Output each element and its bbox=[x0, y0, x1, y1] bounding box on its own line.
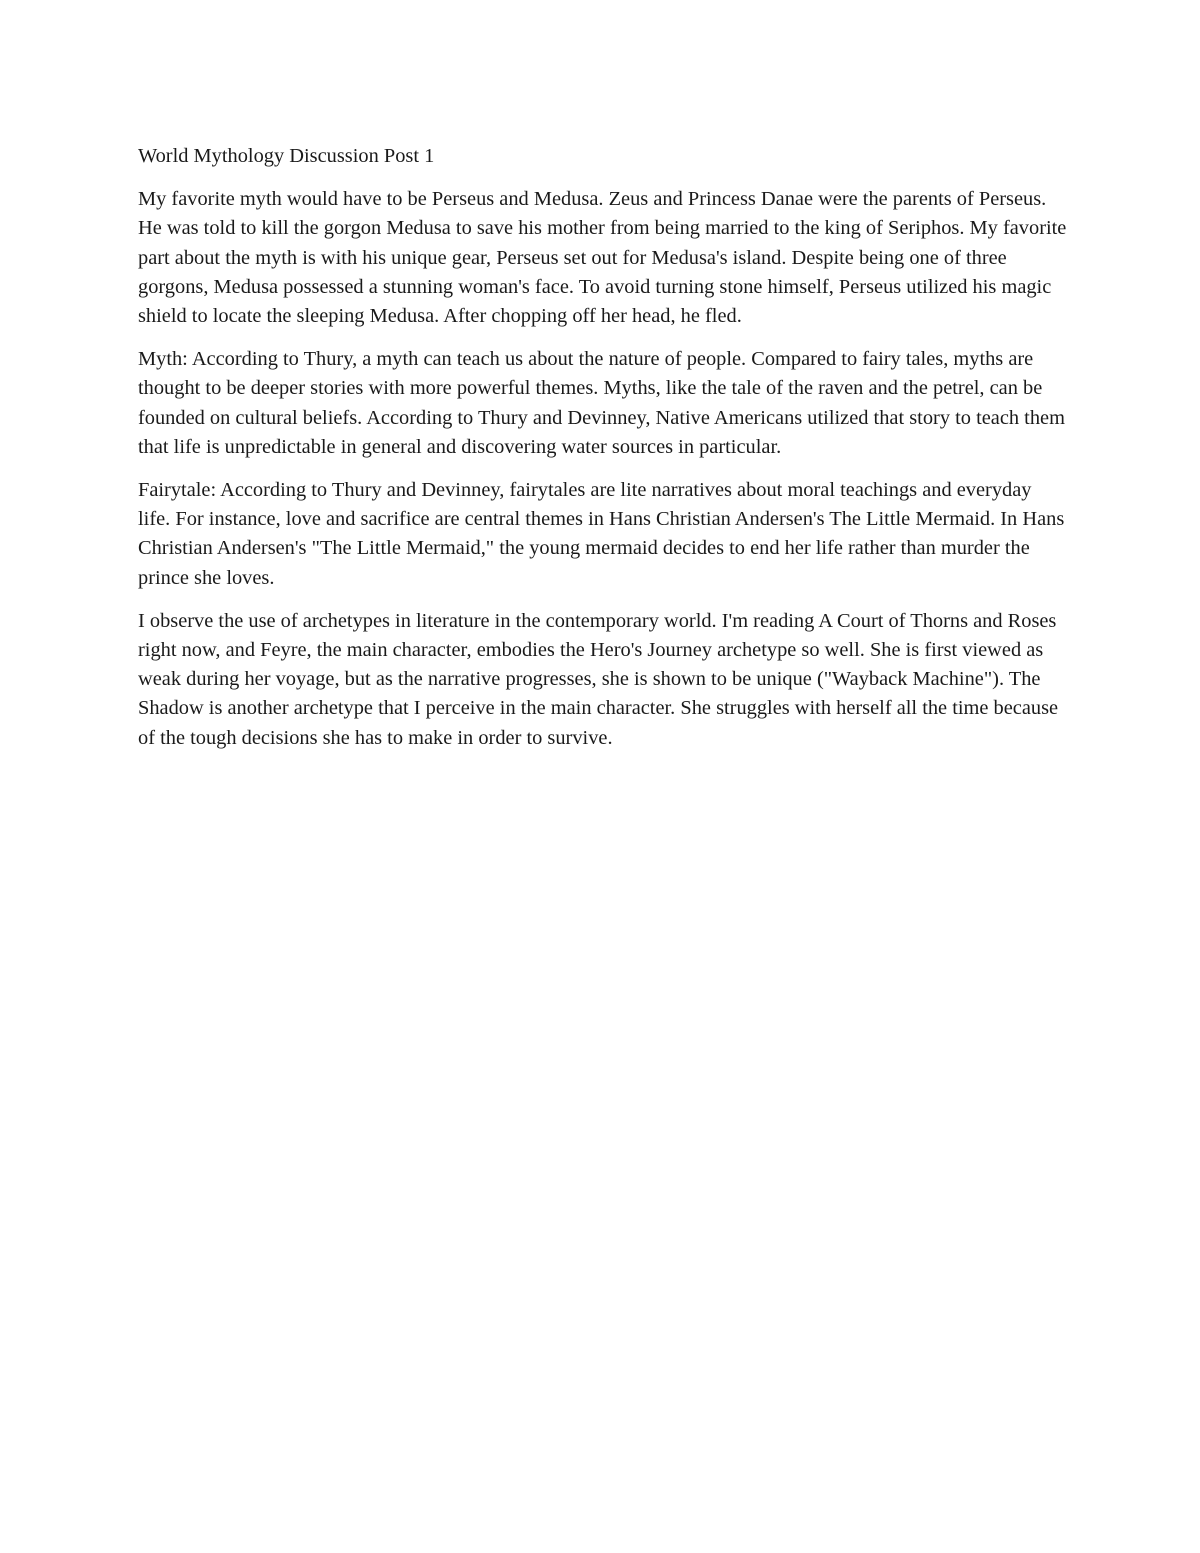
paragraph-perseus-medusa: My favorite myth would have to be Perseus and Medusa. Zeus and Princess Danae were the parents of Perseus. He was told to kill the gorgon Medusa to save his mother from being married to the king of Seriphos. My favorite part about the myth is with his unique gear, Perseus set out for Medusa's island. Despite being one of three gorgons, Medusa possessed a stunning woman's face. To avoid turning stone himself, Perseus utilized his magic shield to locate the sleeping Medusa. After chopping off her head, he fled. bbox=[138, 188, 1067, 328]
paragraph-myth: Myth: According to Thury, a myth can teach us about the nature of people. Compared to fairy tales, myths are thought to be deeper stories with more powerful themes. Myths, like the tale of the raven and the petrel, can be founded on cultural beliefs. According to Thury and Devinney, Native Americans utilized that story to teach them that life is unpredictable in general and discovering water sources in particular. bbox=[138, 348, 1065, 458]
document-title: World Mythology Discussion Post 1 bbox=[138, 145, 435, 167]
paragraph-archetypes: I observe the use of archetypes in literature in the contemporary world. I'm reading A Court of Thorns and Roses right now, and Feyre, the main character, embodies the Hero's Journey archetype so well. She is first viewed as weak during her voyage, but as the narrative progresses, she is shown to be unique ("Wayback Machine"). The Shadow is another archetype that I perceive in the main character. She struggles with herself all the time because of the tough decisions she has to make in order to survive. bbox=[138, 609, 1059, 749]
document-body bbox=[138, 142, 1068, 767]
paragraph-fairytale: Fairytale: According to Thury and Devinney, fairytales are lite narratives about moral teachings and everyday life. For instance, love and sacrifice are central themes in Hans Christian Andersen's The Little Mermaid. In Hans Christian Andersen's "The Little Mermaid," the young mermaid decides to end her life rather than murder the prince she loves. bbox=[138, 479, 1065, 589]
